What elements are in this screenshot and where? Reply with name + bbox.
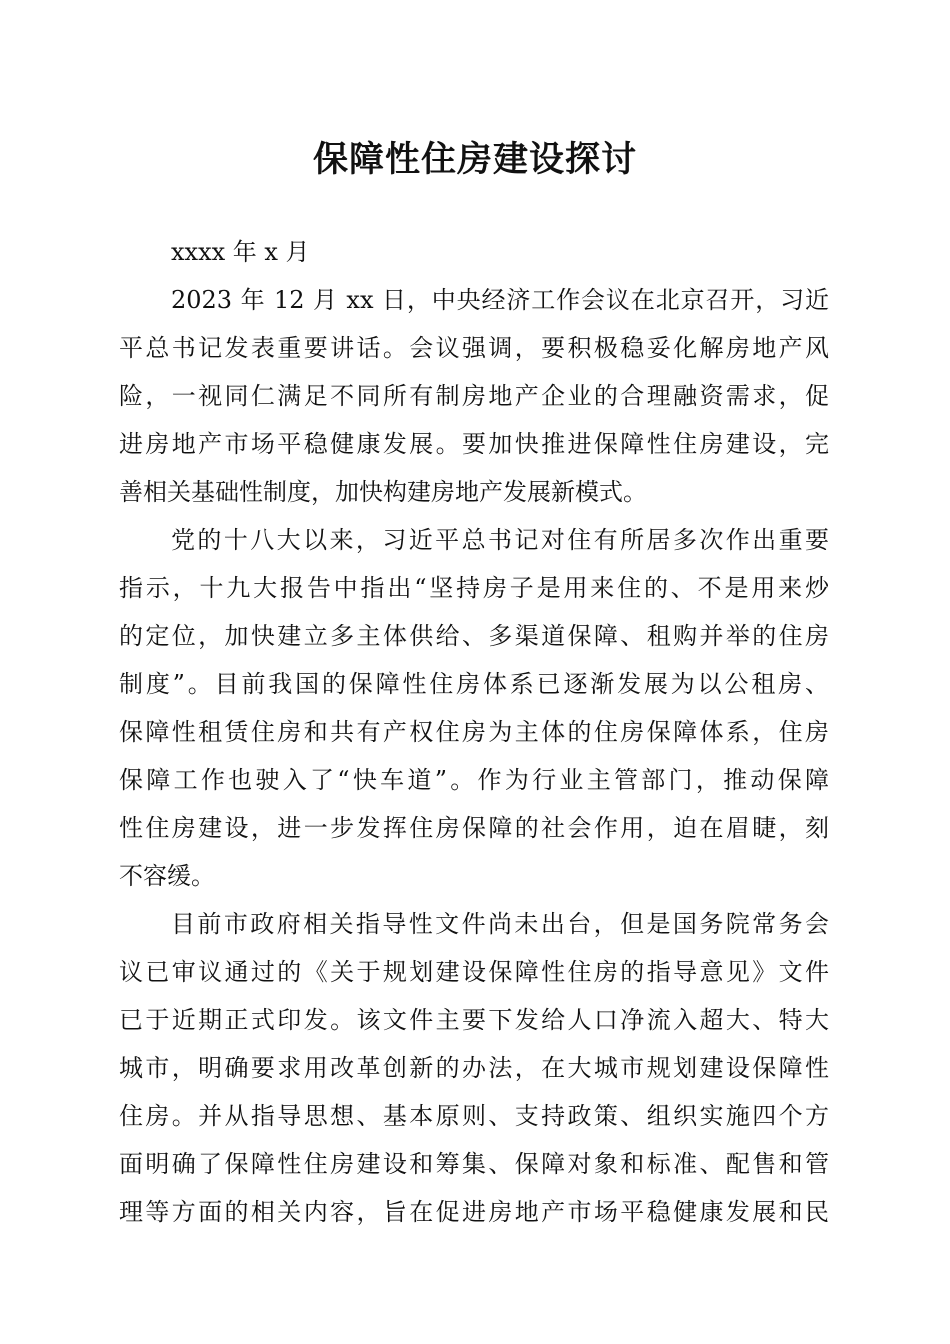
text-line: 城市，明确要求用改革创新的办法，在大城市规划建设保障性 — [119, 1054, 829, 1082]
text-line: 善相关基础性制度，加快构建房地产发展新模式。 — [119, 478, 647, 506]
document-title: 保障性住房建设探讨 — [312, 139, 637, 180]
text-line: 的定位，加快建立多主体供给、多渠道保障、租购并举的住房 — [119, 622, 829, 650]
text-line: 议已审议通过的《关于规划建设保障性住房的指导意见》文件 — [119, 958, 829, 986]
text-line: 性住房建设，进一步发挥住房保障的社会作用，迫在眉睫，刻 — [119, 814, 829, 842]
text-line: 平总书记发表重要讲话。会议强调，要积极稳妥化解房地产风 — [119, 334, 829, 362]
text-line: 面明确了保障性住房建设和筹集、保障对象和标准、配售和管 — [119, 1150, 829, 1178]
paragraph-1 — [119, 276, 829, 516]
document-body — [119, 228, 829, 1236]
paragraph-2 — [119, 516, 829, 900]
text-line: 保障工作也驶入了“快车道”。作为行业主管部门，推动保障 — [119, 766, 829, 794]
text-line: 进房地产市场平稳健康发展。要加快推进保障性住房建设，完 — [119, 430, 829, 458]
text-line: 理等方面的相关内容，旨在促进房地产市场平稳健康发展和民 — [119, 1198, 829, 1226]
document-date: xxxx 年 x 月 — [171, 238, 310, 266]
text-line: 险，一视同仁满足不同所有制房地产企业的合理融资需求，促 — [119, 382, 829, 410]
text-line: 制度”。目前我国的保障性住房体系已逐渐发展为以公租房、 — [119, 670, 829, 698]
text-line: 不容缓。 — [119, 862, 215, 890]
text-line: 党的十八大以来，习近平总书记对住有所居多次作出重要 — [171, 526, 829, 554]
text-line: 目前市政府相关指导性文件尚未出台，但是国务院常务会 — [171, 910, 829, 938]
text-line: 住房。并从指导思想、基本原则、支持政策、组织实施四个方 — [119, 1102, 829, 1130]
text-line: 保障性租赁住房和共有产权住房为主体的住房保障体系，住房 — [119, 718, 829, 746]
paragraph-3 — [119, 900, 829, 1236]
text-line: 指示，十九大报告中指出“坚持房子是用来住的、不是用来炒 — [119, 574, 829, 602]
text-line: 2023 年 12 月 xx 日，中央经济工作会议在北京召开，习近 — [171, 286, 829, 314]
text-line: 已于近期正式印发。该文件主要下发给人口净流入超大、特大 — [119, 1006, 829, 1034]
